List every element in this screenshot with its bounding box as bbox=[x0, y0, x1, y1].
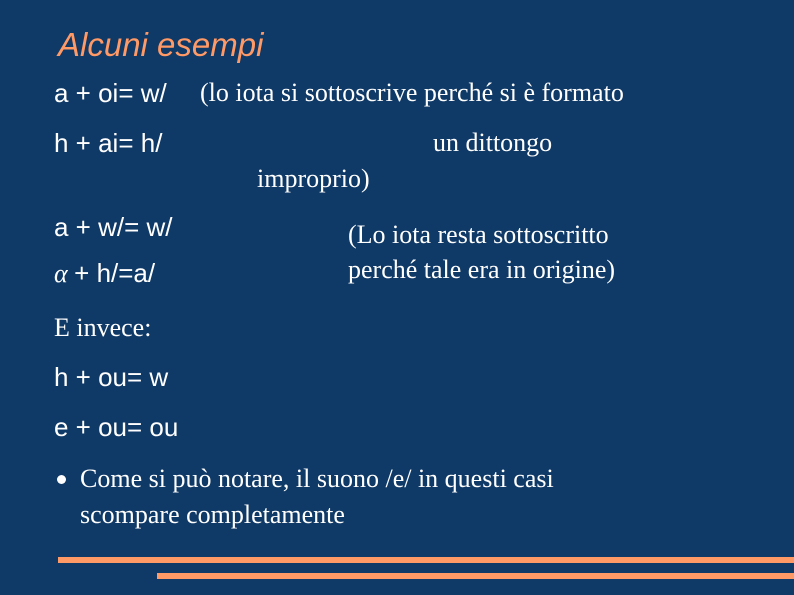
note-origine: perché tale era in origine) bbox=[348, 255, 616, 284]
bullet-text-line2: scompare completamente bbox=[80, 500, 345, 529]
note-dittongo: un dittongo bbox=[433, 128, 553, 157]
note-sottoscrive: (lo iota si sottoscrive perché si è formato bbox=[200, 78, 624, 107]
formula-alpha-h bbox=[54, 258, 155, 289]
formula-h-ou: h + ou= w bbox=[54, 362, 169, 392]
bullet-text-line1: Come si può notare, il suono /e/ in questi casi bbox=[80, 464, 554, 493]
slide-title: Alcuni esempi bbox=[58, 26, 264, 63]
invece-label: E invece: bbox=[54, 313, 152, 342]
note-improprio: improprio) bbox=[257, 164, 370, 193]
decorative-bar-bottom bbox=[157, 573, 794, 579]
formula-e-ou: e + ou= ou bbox=[54, 412, 179, 442]
decorative-bar-top bbox=[58, 557, 794, 563]
alpha-symbol: α bbox=[54, 259, 68, 288]
formula-alpha-rest: + h/=a/ bbox=[74, 258, 156, 288]
note-iota-resta: (Lo iota resta sottoscritto bbox=[348, 220, 609, 249]
formula-h-ai: h + ai= h/ bbox=[54, 128, 163, 158]
formula-a-w: a + w/= w/ bbox=[54, 212, 173, 242]
bullet-icon bbox=[57, 475, 66, 484]
formula-a-oi: a + oi= w/ bbox=[54, 78, 167, 108]
